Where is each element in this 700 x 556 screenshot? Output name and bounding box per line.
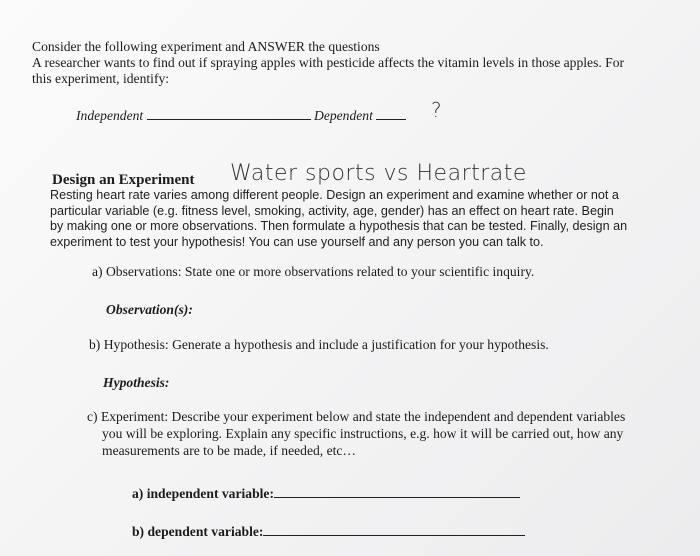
dependent-variable-line[interactable] [263, 535, 525, 536]
dependent-variable-label: b) dependent variable: [132, 524, 264, 539]
experiment-line: c) Experiment: Describe your experiment below and state the independent and dependent variables [87, 409, 626, 424]
experiment-line: measurements are to be made, if needed, etc… [102, 443, 357, 458]
independent-variable-line[interactable] [274, 497, 520, 498]
experiment-prompt [87, 408, 625, 459]
dependent-label: Dependent [314, 108, 373, 123]
independent-answer-line[interactable] [147, 119, 311, 120]
observations-prompt: a) Observations: State one or more observations related to your scientific inquiry. [92, 264, 535, 279]
hypothesis-prompt: b) Hypothesis: Generate a hypothesis and include a justification for your hypothesis. [89, 337, 549, 352]
dependent-variable-row [132, 524, 525, 540]
independent-label: Independent [76, 108, 144, 123]
experiment-line: you will be exploring. Explain any specific instructions, e.g. how it will be carried out, how any [102, 426, 624, 441]
question-text: A researcher wants to find out if spraying apples with pesticide affects the vitamin levels in those apples. For [32, 55, 625, 70]
dependent-row [314, 108, 406, 124]
instructions-line: particular variable (e.g. fitness level, smoking, activity, age, gender) has an effect on heart rate. Begin [50, 203, 614, 218]
instructions-line: Resting heart rate varies among different people. Design an experiment and examine whether or not a [50, 188, 619, 202]
intro-line: Consider the following experiment and ANSWER the questions [32, 39, 380, 54]
independent-variable-label: a) independent variable: [132, 486, 274, 501]
instructions-line: experiment to test your hypothesis! You can use yourself and any person you can talk to. [50, 234, 544, 249]
observations-label: Observation(s): [106, 302, 193, 317]
instructions-line: by making one or more observations. Then formulate a hypothesis that can be tested. Finally, design an [50, 219, 628, 234]
section-title: Design an Experiment [52, 172, 195, 188]
handwritten-topic: Water sports vs Heartrate [230, 161, 527, 186]
hypothesis-label: Hypothesis: [103, 375, 170, 390]
question-text-cont: this experiment, identify: [32, 71, 170, 86]
handwritten-question-mark: ? [431, 98, 442, 122]
independent-variable-row [132, 486, 520, 502]
independent-row [76, 108, 311, 124]
instructions-block [50, 188, 627, 250]
dependent-answer-line[interactable] [376, 119, 406, 120]
